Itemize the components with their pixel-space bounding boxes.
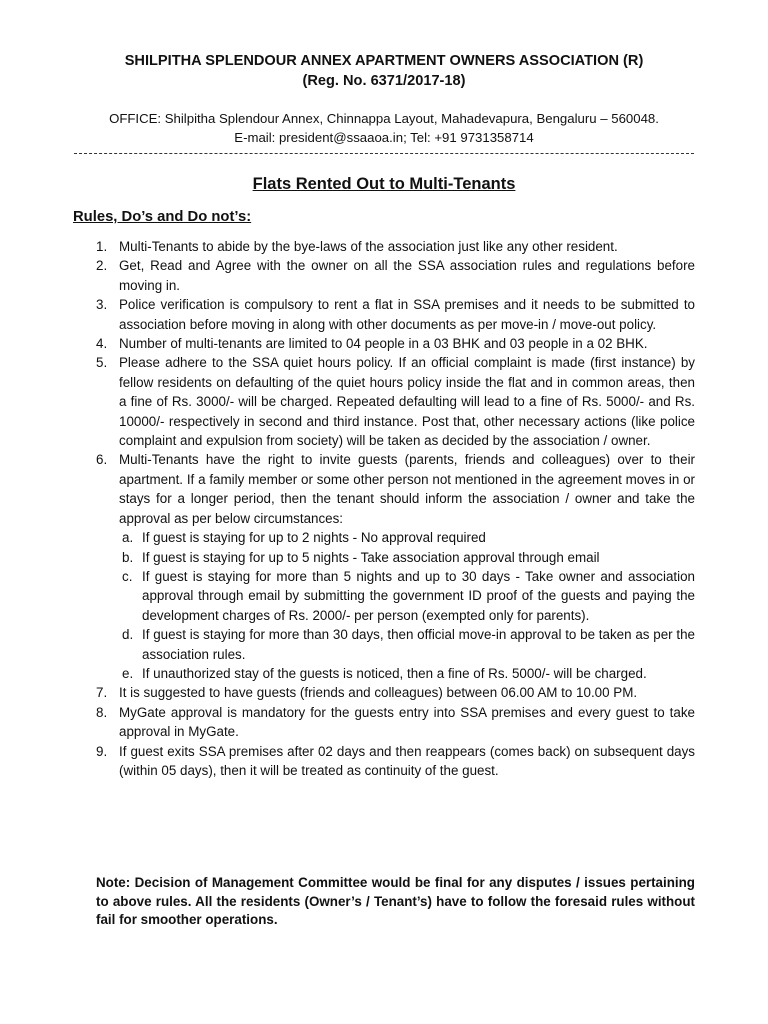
office-address: OFFICE: Shilpitha Splendour Annex, Chinnappa Layout, Mahadevapura, Bengaluru – 560048. [109,111,659,126]
guest-rule-letter: e. [122,665,134,681]
header-divider [74,153,694,154]
rule-text: It is suggested to have guests (friends and colleagues) between 06.00 AM to 10.00 PM. [119,685,638,701]
guest-rule-text: If unauthorized stay of the guests is noticed, then a fine of Rs. 5000/- will be charged. [142,665,647,681]
guest-rule-item [96,567,695,625]
rule-text: Police verification is compulsory to rent a flat in SSA premises and it needs to be submitted to association before moving in along with other documents as per move-in / move-out policy. [119,297,695,332]
rule-number: 8. [96,704,108,720]
document-title: Flats Rented Out to Multi-Tenants [252,175,516,193]
guest-rule-text: If guest is staying for more than 30 days, then official move-in approval to be taken as per the association rules. [142,627,695,662]
rule-text: Multi-Tenants to abide by the bye-laws of the association just like any other resident. [119,239,618,254]
rule-number: 7. [96,685,108,701]
rule-text: Please adhere to the SSA quiet hours policy. If an official complaint is made (first instance) by fellow residents on defaulting of the quiet hours policy inside the flat and in common areas, then a fine of Rs. 3000/- will be charged. Repeated defaulting will lead to a fine of Rs. 5000/- and Rs. 10000/- respectively in second and third instance. Post that, other necessary actions (like police complaint and expulsion from society) will be taken as decided by the association / owner. [119,355,695,449]
rule-item [96,334,695,353]
rule-number: 2. [96,258,108,274]
guest-rule-letter: a. [122,530,134,546]
guest-rule-text: If guest is staying for up to 5 nights - Take association approval through email [142,549,600,565]
rule-item [96,295,695,334]
rule-number: 3. [96,297,108,313]
guest-rule-item [96,664,695,683]
management-note: Note: Decision of Management Committee would be final for any disputes / issues pertaining to above rules. All the residents (Owner’s / Tenant’s) have to follow the foresaid rules without fail for smoother operations. [96,875,695,928]
rule-number: 9. [96,743,108,759]
rules-list [96,237,695,780]
association-name: SHILPITHA SPLENDOUR ANNEX APARTMENT OWNERS ASSOCIATION (R) [124,53,644,69]
guest-rule-item [96,548,695,567]
rule-text: Multi-Tenants have the right to invite guests (parents, friends and colleagues) over to their apartment. If a family member or some other person not mentioned in the agreement moves in or stays for a longer period, then the tenant should inform the association / owner and take the approval as per below circumstances: [119,452,695,526]
contact-details: E-mail: president@ssaaoa.in; Tel: +91 9731358714 [234,130,534,145]
guest-rule-item [96,625,695,664]
rule-text: Get, Read and Agree with the owner on all the SSA association rules and regulations before moving in. [119,258,695,293]
rules-heading: Rules, Do’s and Do not’s: [73,209,252,225]
rule-item [96,703,695,742]
rule-item [96,742,695,781]
rule-text: If guest exits SSA premises after 02 days and then reappears (comes back) on subsequent days (within 05 days), then it will be treated as continuity of the guest. [119,743,695,778]
rule-number: 4. [96,336,108,352]
rule-item [96,683,695,702]
guest-rule-text: If guest is staying for more than 5 nights and up to 30 days - Take owner and association approval through email by submitting the government ID proof of the guests and paying the development charges of Rs. 2000/- per person (exempted only for parents). [142,568,695,623]
guest-rule-item [96,528,695,547]
registration-number: (Reg. No. 6371/2017-18) [302,73,466,89]
rule-item [96,237,695,256]
guest-rule-letter: d. [122,627,134,643]
rule-text: MyGate approval is mandatory for the guests entry into SSA premises and every guest to take approval in MyGate. [119,704,695,740]
rule-item [96,353,695,450]
guest-rule-letter: c. [122,568,133,584]
guest-rule-letter: b. [122,549,134,565]
rule-text: Number of multi-tenants are limited to 04 people in a 03 BHK and 03 people in a 02 BHK. [119,336,648,352]
rule-number: 5. [96,355,108,371]
guest-rules-list [96,528,695,683]
rule-number: 1. [96,239,108,254]
rule-item [96,256,695,295]
rule-item [96,450,695,528]
rule-number: 6. [96,452,108,468]
guest-rule-text: If guest is staying for up to 2 nights - No approval required [142,530,486,546]
